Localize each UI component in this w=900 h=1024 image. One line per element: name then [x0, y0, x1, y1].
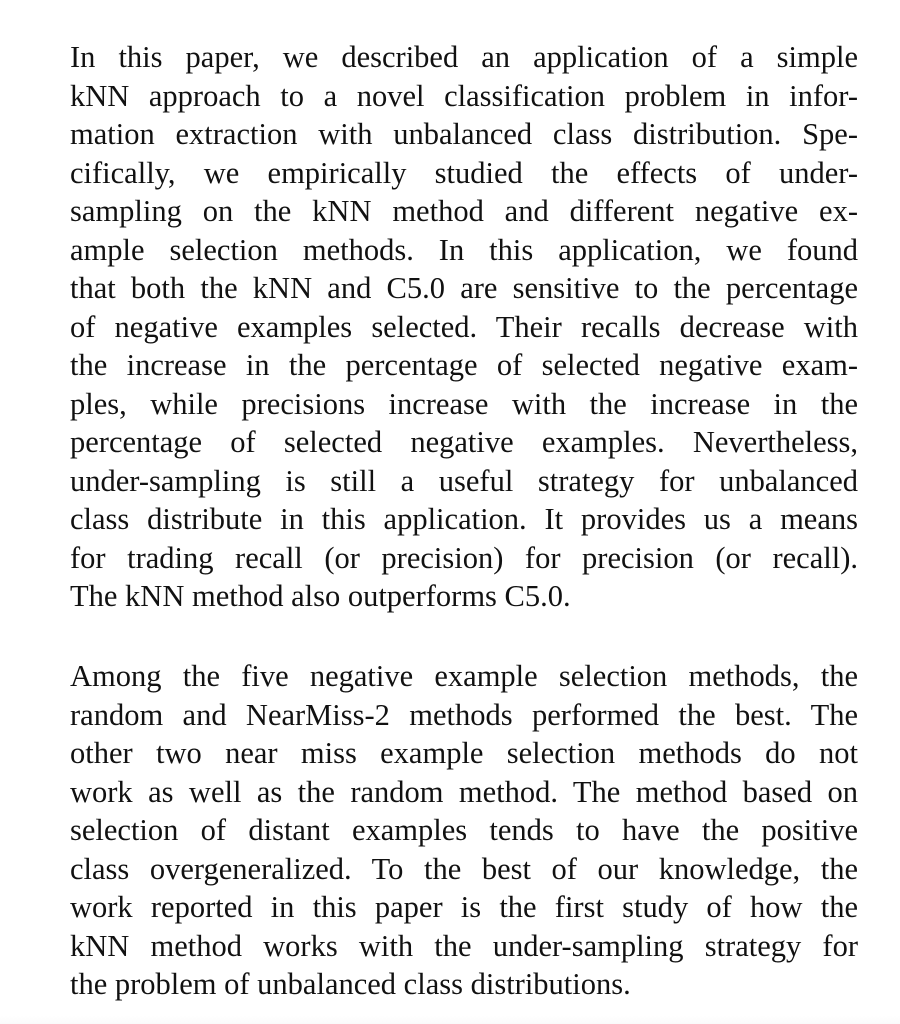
text-line: other two near miss example selection methods do not	[70, 736, 858, 770]
text-line: for trading recall (or precision) for precision (or recall).	[70, 540, 858, 575]
text-line: class distribute in this application. It provides us a means	[70, 502, 858, 536]
text-line: sampling on the kNN method and different negative ex-	[70, 194, 858, 228]
text-line: mation extraction with unbalanced class distribution. Spe-	[70, 117, 858, 151]
text-line: the increase in the percentage of selected negative exam-	[70, 348, 858, 382]
text-line: selection of distant examples tends to have the positive	[70, 813, 858, 847]
text-line: The kNN method also outperforms C5.0.	[70, 579, 571, 613]
text-line: work reported in this paper is the first study of how the	[70, 890, 858, 924]
text-line: kNN approach to a novel classification problem in infor-	[70, 78, 858, 113]
text-line: class overgeneralized. To the best of our knowledge, the	[70, 851, 858, 886]
text-line: cifically, we empirically studied the effects of under-	[70, 155, 858, 190]
text-line: ples, while precisions increase with the increase in the	[70, 386, 858, 421]
conclusion-paragraph-2	[70, 657, 858, 1004]
text-line: In this paper, we described an application of a simple	[70, 40, 858, 74]
text-line: percentage of selected negative examples. Nevertheless,	[70, 425, 858, 459]
conclusion-paragraph-1	[70, 38, 858, 616]
text-line: that both the kNN and C5.0 are sensitive to the percentage	[70, 271, 858, 305]
text-line: work as well as the random method. The method based on	[70, 774, 858, 809]
text-line: of negative examples selected. Their recalls decrease with	[70, 309, 858, 344]
page-bottom-edge	[0, 1016, 900, 1024]
text-line: under-sampling is still a useful strategy for unbalanced	[70, 463, 858, 498]
text-line: ample selection methods. In this application, we found	[70, 232, 858, 267]
text-line: Among the five negative example selection methods, the	[70, 659, 858, 693]
text-line: the problem of unbalanced class distributions.	[70, 967, 631, 1001]
text-line: random and NearMiss-2 methods performed the best. The	[70, 697, 858, 732]
text-line: kNN method works with the under-sampling strategy for	[70, 928, 858, 963]
